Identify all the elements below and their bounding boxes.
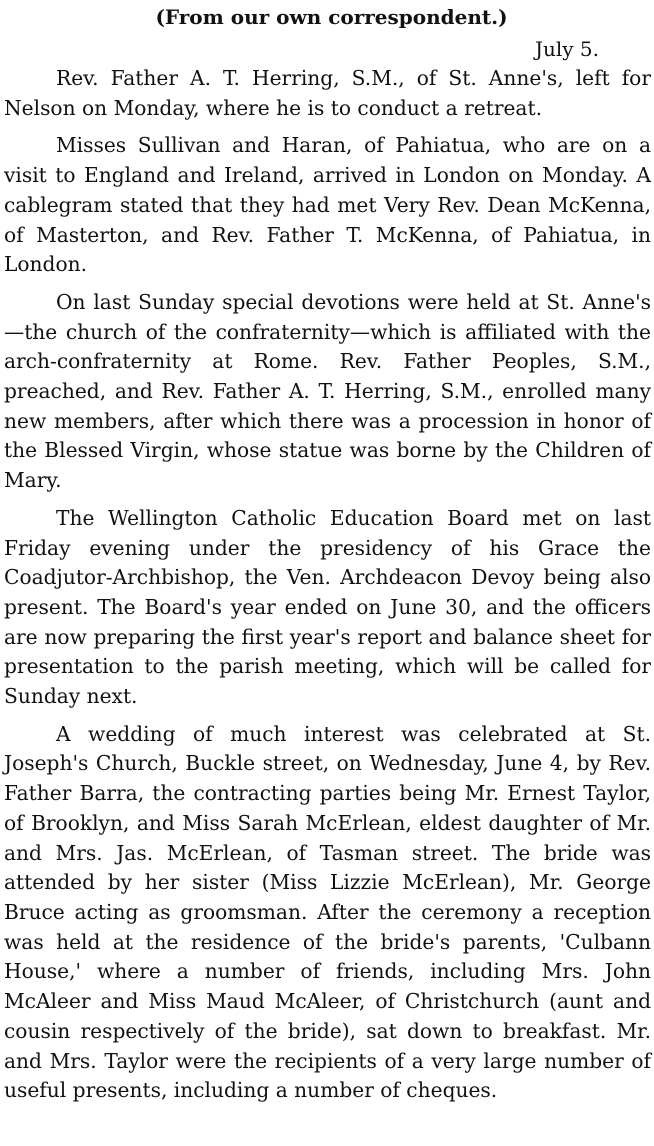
correspondent-heading: (From our own correspondent.) [155,5,508,29]
paragraph-sunday-devotions: On last Sunday special devotions were held at St. Anne's—the church of the confraternity—which is affiliated with the arch-confraternity at Rome. Rev. Father Peoples, S.M., preached, and Rev. Father A. T. Herring, S.M., enrolled many new members, after which there was a procession in honor of the Blessed Virgin, whose statue was borne by the Children of Mary. [4,289,651,493]
paragraph-herring-retreat: Rev. Father A. T. Herring, S.M., of St. Anne's, left for Nelson on Monday, where he is to conduct a retreat. [4,66,651,120]
paragraph-wedding: A wedding of much interest was celebrated at St. Joseph's Church, Buckle street, on Wednesday, June 4, by Rev. Father Barra, the contracting parties being Mr. Ernest Taylor, of Brooklyn, and Miss Sarah McErlean, eldest daughter of Mr. and Mrs. Jas. McErlean, of Tasman street. The bride was attended by her sister (Miss Lizzie McErlean), Mr. George Bruce acting as groomsman. After the ceremony a reception was held at the residence of the bride's parents, 'Culbann House,' where a number of friends, including Mrs. John McAleer and Miss Maud McAleer, of Christchurch (aunt and cousin respectively of the bride), sat down to breakfast. Mr. and Mrs. Taylor were the recipients of a very large number of useful presents, including a number of cheques. [4,721,651,1103]
paragraph-misses-visit: Misses Sullivan and Haran, of Pahiatua, who are on a visit to England and Ireland, arrived in London on Monday. A cablegram stated that they had met Very Rev. Dean McKenna, of Masterton, and Rev. Father T. McKenna, of Pahiatua, in London. [4,133,651,277]
dateline: July 5. [534,37,599,61]
paragraph-education-board: The Wellington Catholic Education Board met on last Friday evening under the presidency of his Grace the Coadjutor-Archbishop, the Ven. Archdeacon Devoy being also present. The Board's year ended on June 30, and the officers are now preparing the first year's report and balance sheet for presentation to the parish meeting, which will be called for Sunday next. [4,505,651,709]
